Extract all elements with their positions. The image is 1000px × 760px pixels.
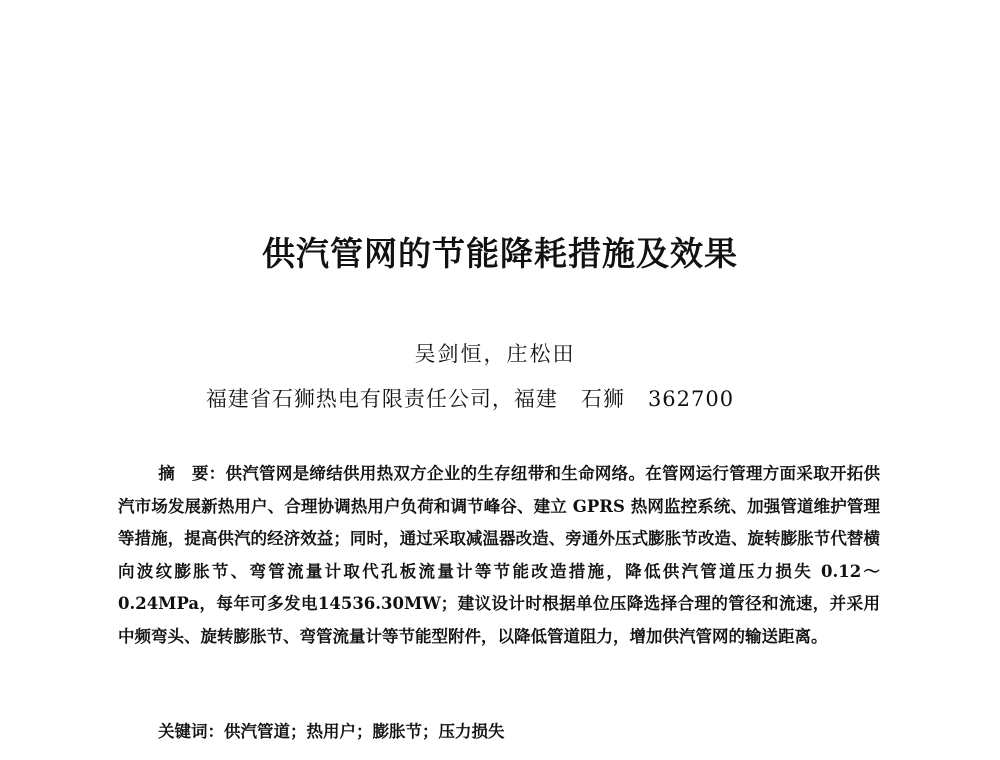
abstract-text: 供汽管网是缔结供用热双方企业的生存纽带和生命网络。在管网运行管理方面采取开拓供汽市场发展新热用户、合理协调热用户负荷和调节峰谷、建立 GPRS 热网监控系统、加强管道维护管理等措施，提高供汽的经济效益；同时，通过采取减温器改造、旁通外压式膨胀节改造、旋转膨胀节代替横向波纹膨胀节、弯管流量计取代孔板流量计等节能改造措施，降低供汽管道压力损失 0.12～0.24MPa，每年可多发电14536.30MW；建议设计时根据单位压降选择合理的管径和流速，并采用中频弯头、旋转膨胀节、弯管流量计等节能型附件，以降低管道阻力，增加供汽管网的输送距离。 [118,464,881,646]
abstract-paragraph [118,458,880,654]
paper-authors: 吴剑恒，庄松田 [414,342,576,366]
keywords-line [158,718,505,742]
abstract-label: 摘 要： [158,464,226,483]
keywords-text: 供汽管道；热用户；膨胀节；压力损失 [224,722,505,741]
keywords-label: 关键词： [158,722,224,741]
paper-affiliation: 福建省石狮热电有限责任公司，福建 石狮 362700 [205,387,735,411]
paper-title: 供汽管网的节能降耗措施及效果 [262,234,738,273]
